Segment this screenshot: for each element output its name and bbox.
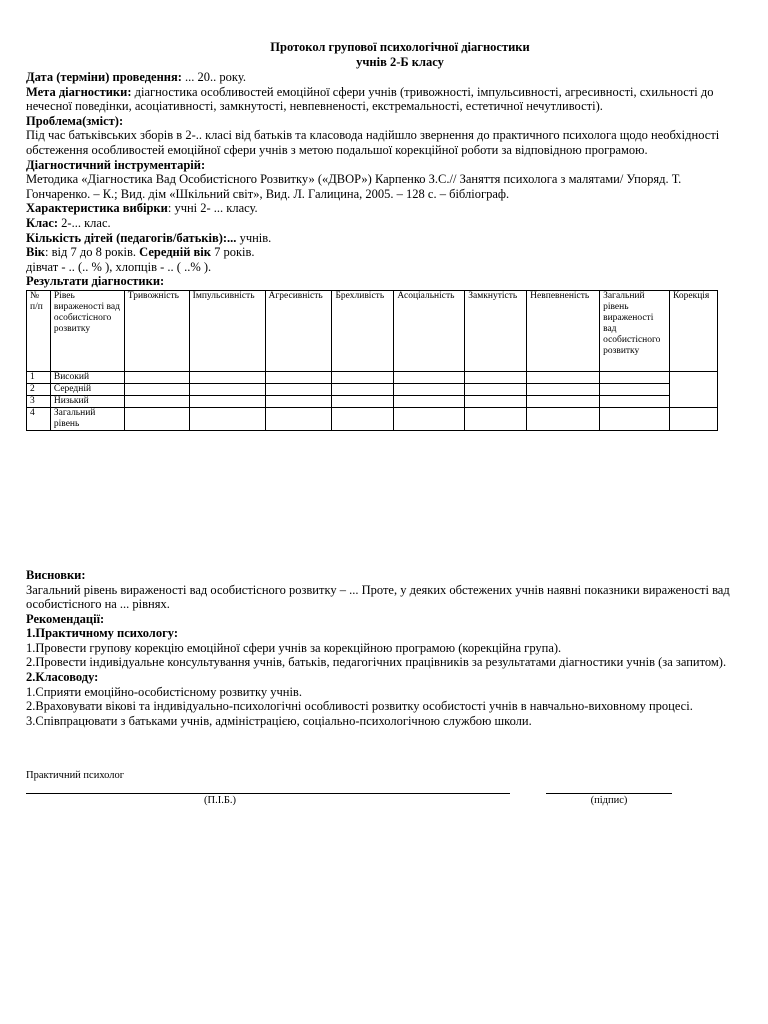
row-level: Середній — [50, 383, 124, 395]
date-line — [26, 70, 744, 85]
name-caption: (П.І.Б.) — [204, 795, 236, 806]
table-row — [27, 407, 718, 430]
header-withdrawal: Замкнутість — [465, 290, 527, 371]
table-cell[interactable] — [527, 395, 600, 407]
tools-label: Діагностичний інструментарій: — [26, 157, 206, 172]
header-num: № п/п — [27, 290, 51, 371]
header-correction: Корекція — [670, 290, 718, 371]
table-cell[interactable] — [265, 407, 332, 430]
header-level: Рівеь вираженості вад особистісного розвитку — [50, 290, 124, 371]
avg-age-value: 7 років. — [210, 245, 255, 260]
document-title — [56, 40, 744, 70]
row-level: Загальний рівень — [50, 407, 124, 430]
table-cell[interactable] — [527, 371, 600, 383]
header-insecurity: Невпевненість — [527, 290, 600, 371]
problem-value: Під час батьківських зборів в 2-.. класі від батьків та класовода надійшло звернення до практичного психолога щодо необхідності обстеження особливостей емоційної сфери учнів з метою подальшої корекційної роботи за відповідною програмою. — [26, 128, 720, 157]
document-page — [26, 40, 744, 728]
table-cell[interactable] — [600, 395, 670, 407]
blank-space — [26, 431, 744, 568]
class-label: Клас: — [26, 215, 59, 230]
table-cell[interactable] — [394, 371, 465, 383]
correction-cell[interactable] — [670, 371, 718, 407]
date-label: Дата (терміни) проведення: — [26, 70, 182, 84]
sample-label: Характеристика вибірки — [26, 201, 168, 216]
goal-label: Мета діагностики: — [26, 84, 132, 99]
table-cell[interactable] — [124, 383, 189, 395]
psych-item-2: 2.Провести індивідуальне консультування учнів, батьків, педагогічних працівників за результатами діагностики учнів (за запитом). — [26, 655, 727, 670]
header-aggressiveness: Агресивність — [265, 290, 332, 371]
table-row — [27, 395, 718, 407]
name-signature-line[interactable] — [26, 793, 510, 794]
psychologist-label: 1.Практичному психологу: — [26, 626, 178, 641]
table-cell[interactable] — [465, 407, 527, 430]
table-row — [27, 383, 718, 395]
table-cell[interactable] — [332, 371, 394, 383]
table-cell[interactable] — [265, 371, 332, 383]
header-asociality: Асоціальність — [394, 290, 465, 371]
psych-item-1: 1.Провести групову корекцію емоційної сфери учнів за корекційною програмою (корекційна група). — [26, 640, 562, 655]
count-value: учнів. — [236, 230, 272, 245]
signature-role: Практичний психолог — [26, 770, 125, 781]
table-cell[interactable] — [265, 395, 332, 407]
table-cell[interactable] — [189, 383, 265, 395]
header-lying: Брехливість — [332, 290, 394, 371]
teacher-item-2: 2.Враховувати вікові та індивідуально-психологічні особливості розвитку особистості учнів в навчально-виховному процесі. — [26, 699, 693, 714]
table-cell[interactable] — [124, 395, 189, 407]
title-line-1: Протокол групової психологічної діагностики — [270, 40, 530, 54]
results-table — [26, 290, 718, 431]
conclusions-label: Висновки: — [26, 567, 86, 582]
count-line — [26, 231, 744, 246]
table-cell[interactable] — [394, 407, 465, 430]
table-cell[interactable] — [124, 407, 189, 430]
table-cell[interactable] — [332, 383, 394, 395]
date-value: ... 20.. року. — [181, 70, 246, 84]
row-num: 2 — [27, 383, 51, 395]
count-label: Кількість дітей (педагогів/батьків):... — [26, 230, 237, 245]
table-cell[interactable] — [527, 383, 600, 395]
header-impulsivity: Імпульсивність — [189, 290, 265, 371]
table-cell[interactable] — [600, 383, 670, 395]
table-cell[interactable] — [124, 371, 189, 383]
table-row — [27, 371, 718, 383]
table-cell[interactable] — [465, 371, 527, 383]
teacher-item-3: 3.Співпрацювати з батьками учнів, адміністрацією, соціально-психологічною службою школи. — [26, 713, 532, 728]
table-cell[interactable] — [465, 383, 527, 395]
row-num: 4 — [27, 407, 51, 430]
signature-line[interactable] — [546, 793, 672, 794]
header-anxiety: Тривожність — [124, 290, 189, 371]
age-label: Вік — [26, 245, 46, 260]
row-level: Низький — [50, 395, 124, 407]
row-num: 1 — [27, 371, 51, 383]
table-cell[interactable] — [189, 371, 265, 383]
table-cell[interactable] — [394, 383, 465, 395]
row-level: Високий — [50, 371, 124, 383]
teacher-label: 2.Класоводу: — [26, 670, 99, 685]
header-overall: Загальний рівень вираженості вад особистісного розвитку — [600, 290, 670, 371]
class-line — [26, 216, 744, 231]
age-value: : від 7 до 8 років. — [45, 245, 140, 260]
table-cell[interactable] — [265, 383, 332, 395]
table-cell[interactable] — [670, 407, 718, 430]
avg-age-label: Середній вік — [139, 245, 211, 260]
table-cell[interactable] — [527, 407, 600, 430]
table-cell[interactable] — [600, 407, 670, 430]
age-line — [26, 245, 744, 260]
table-cell[interactable] — [189, 407, 265, 430]
recommendations-label: Рекомендації: — [26, 611, 105, 626]
goal-value: діагностика особливостей емоційної сфери учнів (тривожності, імпульсивності, агресивності, схильності до нечесної поведінки, асоціативності, замкнутості, невпевненості, екстремальності, естетичної нечутливості). — [26, 84, 714, 114]
tools-value: Методика «Діагностика Вад Особистісного Розвитку» («ДВОР») Карпенко З.С.// Заняття психолога з малятами/ Упоряд. Т. Гончаренко. – К.; Вид. дім «Шкільний світ», Вид. Л. Галицина, 2005. – 128 с. – бібліограф. — [26, 172, 682, 201]
goal-line — [26, 85, 744, 114]
table-cell[interactable] — [465, 395, 527, 407]
sample-value: : учні 2- ... класу. — [167, 201, 258, 216]
title-line-2: учнів 2-Б класу — [356, 55, 444, 69]
problem-label: Проблема(зміст): — [26, 113, 124, 128]
class-value: 2-... клас. — [58, 215, 111, 230]
row-num: 3 — [27, 395, 51, 407]
teacher-item-1: 1.Сприяти емоційно-особистісному розвитку учнів. — [26, 684, 302, 699]
sample-line — [26, 201, 744, 216]
signature-caption: (підпис) — [590, 795, 628, 806]
table-cell[interactable] — [332, 395, 394, 407]
conclusions-value: Загальний рівень вираженості вад особистісного розвитку – ... Проте, у деяких обстежених учнів наявні показники вираженості вад особистісного на ... рівнях. — [26, 582, 730, 612]
table-cell[interactable] — [600, 371, 670, 383]
table-header-row — [27, 290, 718, 371]
table-cell[interactable] — [332, 407, 394, 430]
results-label: Результати діагностики: — [26, 274, 165, 289]
table-cell[interactable] — [189, 395, 265, 407]
table-cell[interactable] — [394, 395, 465, 407]
gender-line: дівчат - .. (.. % ), хлопців - .. ( ..% ). — [26, 259, 212, 274]
